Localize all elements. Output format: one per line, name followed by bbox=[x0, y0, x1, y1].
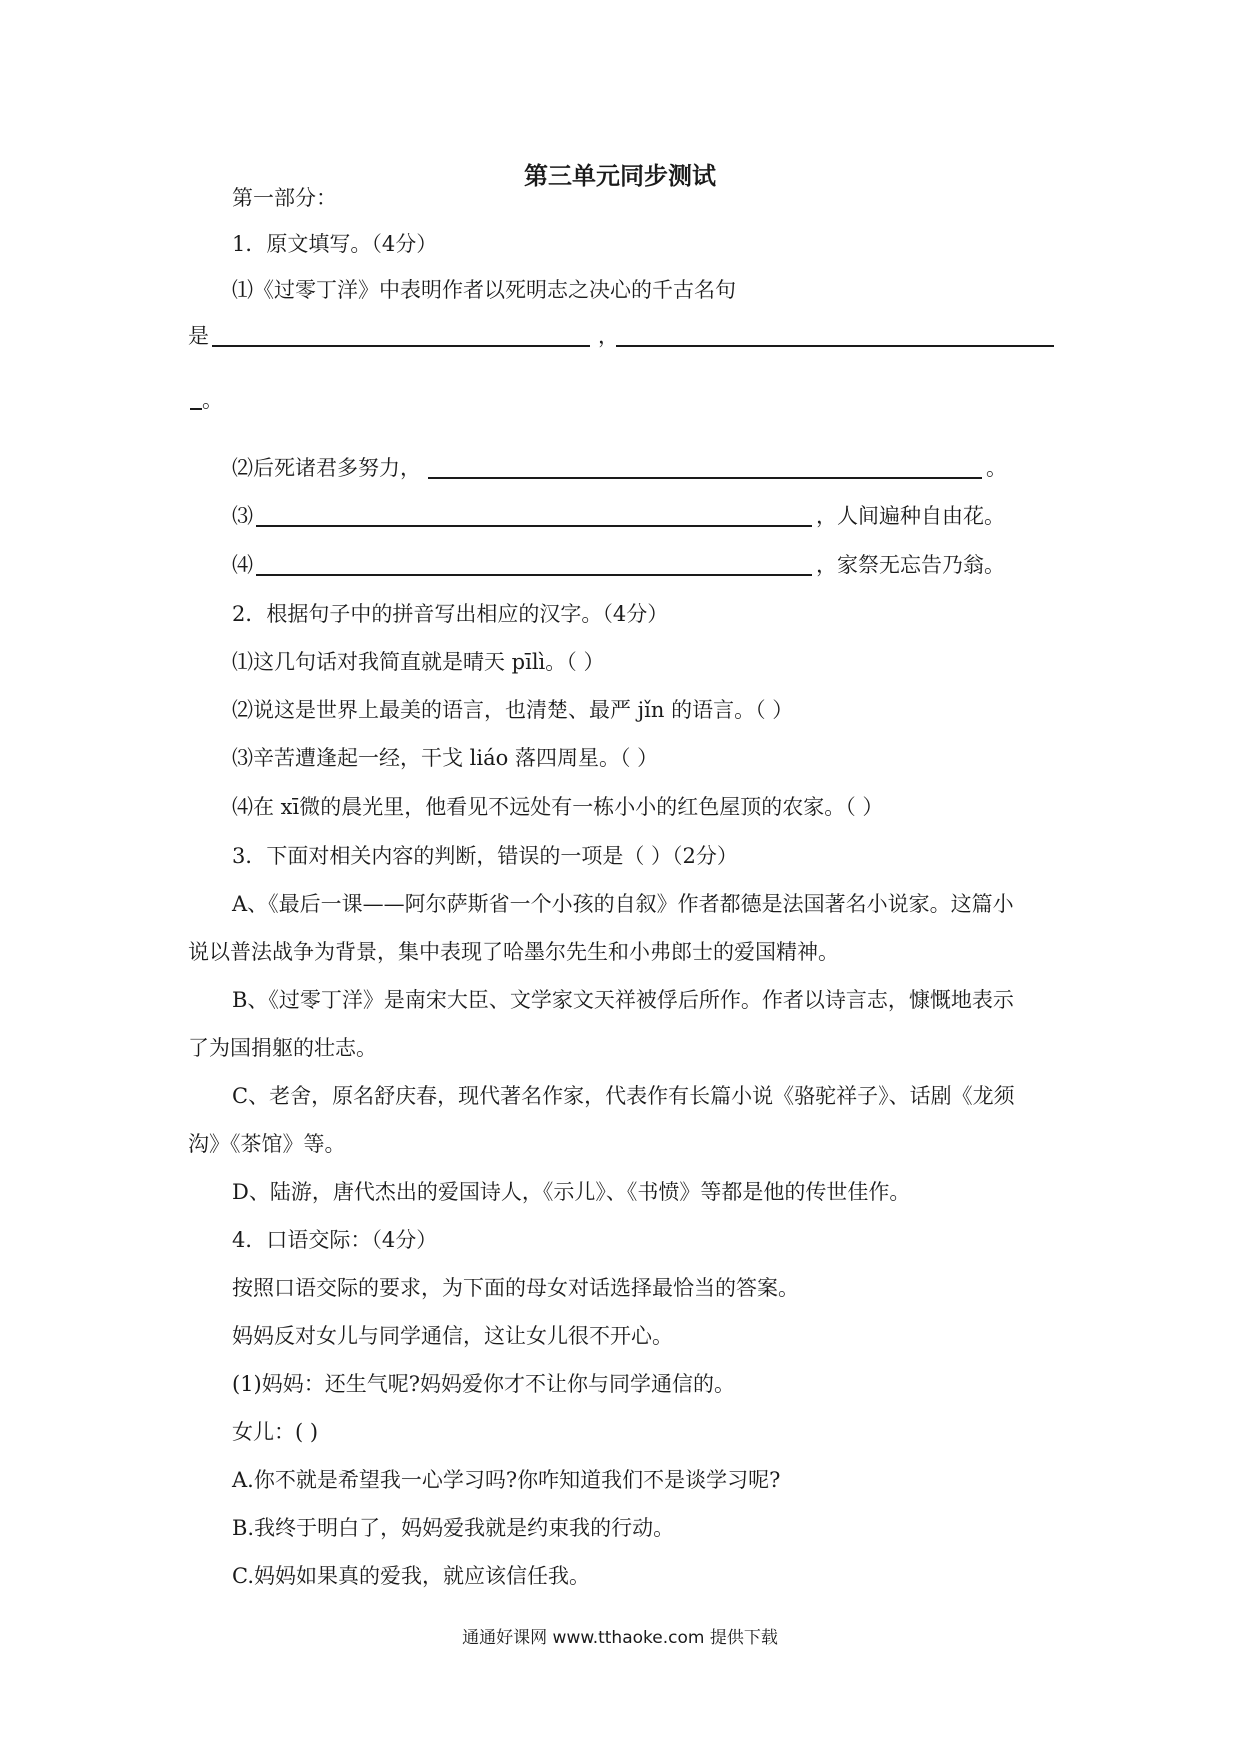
q2-heading: 2．根据句子中的拼音写出相应的汉字。（4分） bbox=[232, 602, 669, 626]
q1-item2-end: 。 bbox=[986, 456, 1007, 480]
q4-daughter-line: 女儿：( ) bbox=[232, 1420, 319, 1444]
q1-item3-prefix: ⑶ bbox=[232, 504, 253, 528]
q1-item1-blank-1[interactable] bbox=[212, 345, 590, 347]
q4-option-c: C.妈妈如果真的爱我，就应该信任我。 bbox=[232, 1564, 590, 1588]
q2-item-4: ⑷在 xī微的晨光里，他看见不远处有一栋小小的红色屋顶的农家。（ ） bbox=[232, 795, 884, 819]
q1-item1-comma: ， bbox=[598, 324, 619, 348]
q3-option-d: D、陆游，唐代杰出的爱国诗人，《示儿》、《书愤》等都是他的传世佳作。 bbox=[232, 1180, 911, 1204]
q1-item1-prefix: 是 bbox=[188, 324, 209, 348]
q4-mother-line: (1)妈妈：还生气呢?妈妈爱你才不让你与同学通信的。 bbox=[232, 1372, 736, 1396]
q4-context: 妈妈反对女儿与同学通信，这让女儿很不开心。 bbox=[232, 1324, 673, 1348]
q4-instruction: 按照口语交际的要求，为下面的母女对话选择最恰当的答案。 bbox=[232, 1276, 799, 1300]
q3-option-c-line2: 沟》《茶馆》等。 bbox=[188, 1132, 346, 1156]
q3-option-c-line1: C、老舍，原名舒庆春，现代著名作家，代表作有长篇小说《骆驼祥子》、话剧《龙须 bbox=[232, 1084, 1015, 1108]
q1-heading: 1．原文填写。（4分） bbox=[232, 232, 438, 256]
q1-item1-blank-tail[interactable] bbox=[190, 408, 202, 410]
q1-item1-text: ⑴《过零丁洋》中表明作者以死明志之决心的千古名句 bbox=[232, 278, 736, 302]
q1-item4-prefix: ⑷ bbox=[232, 553, 253, 577]
q3-option-a-line1: A、《最后一课——阿尔萨斯省一个小孩的自叙》作者都德是法国著名小说家。这篇小 bbox=[232, 892, 1014, 916]
q1-item2-prefix: ⑵后死诸君多努力， bbox=[232, 456, 421, 480]
q2-item-3: ⑶辛苦遭逢起一经，干戈 liáo 落四周星。（ ） bbox=[232, 746, 659, 770]
q3-option-b-line1: B、《过零丁洋》是南宋大臣、文学家文天祥被俘后所作。作者以诗言志，慷慨地表示 bbox=[232, 988, 1014, 1012]
q1-item1-end: 。 bbox=[202, 388, 223, 412]
q1-item4-suffix: ，家祭无忘告乃翁。 bbox=[816, 553, 1005, 577]
q1-item2-blank[interactable] bbox=[428, 477, 982, 479]
q2-item-1: ⑴这几句话对我简直就是晴天 pīlì。（ ） bbox=[232, 650, 605, 674]
q2-item-2: ⑵说这是世界上最美的语言，也清楚、最严 jǐn 的语言。（ ） bbox=[232, 698, 794, 722]
page-footer: 通通好课网 www.tthaoke.com 提供下载 bbox=[462, 1628, 778, 1648]
q4-heading: 4．口语交际：（4分） bbox=[232, 1228, 438, 1252]
q1-item1-blank-2[interactable] bbox=[616, 345, 1054, 347]
section-label: 第一部分： bbox=[232, 186, 337, 210]
q3-option-b-line2: 了为国捐躯的壮志。 bbox=[188, 1036, 377, 1060]
q3-heading: 3．下面对相关内容的判断，错误的一项是（ ）（2分） bbox=[232, 844, 738, 868]
q3-option-a-line2: 说以普法战争为背景，集中表现了哈墨尔先生和小弗郎士的爱国精神。 bbox=[188, 940, 839, 964]
page-title: 第三单元同步测试 bbox=[524, 162, 716, 190]
q1-item3-blank[interactable] bbox=[256, 525, 812, 527]
q1-item4-blank[interactable] bbox=[256, 574, 812, 576]
q1-item3-suffix: ，人间遍种自由花。 bbox=[816, 504, 1005, 528]
q4-option-b: B.我终于明白了，妈妈爱我就是约束我的行动。 bbox=[232, 1516, 675, 1540]
q4-option-a: A.你不就是希望我一心学习吗?你咋知道我们不是谈学习呢? bbox=[232, 1468, 781, 1492]
